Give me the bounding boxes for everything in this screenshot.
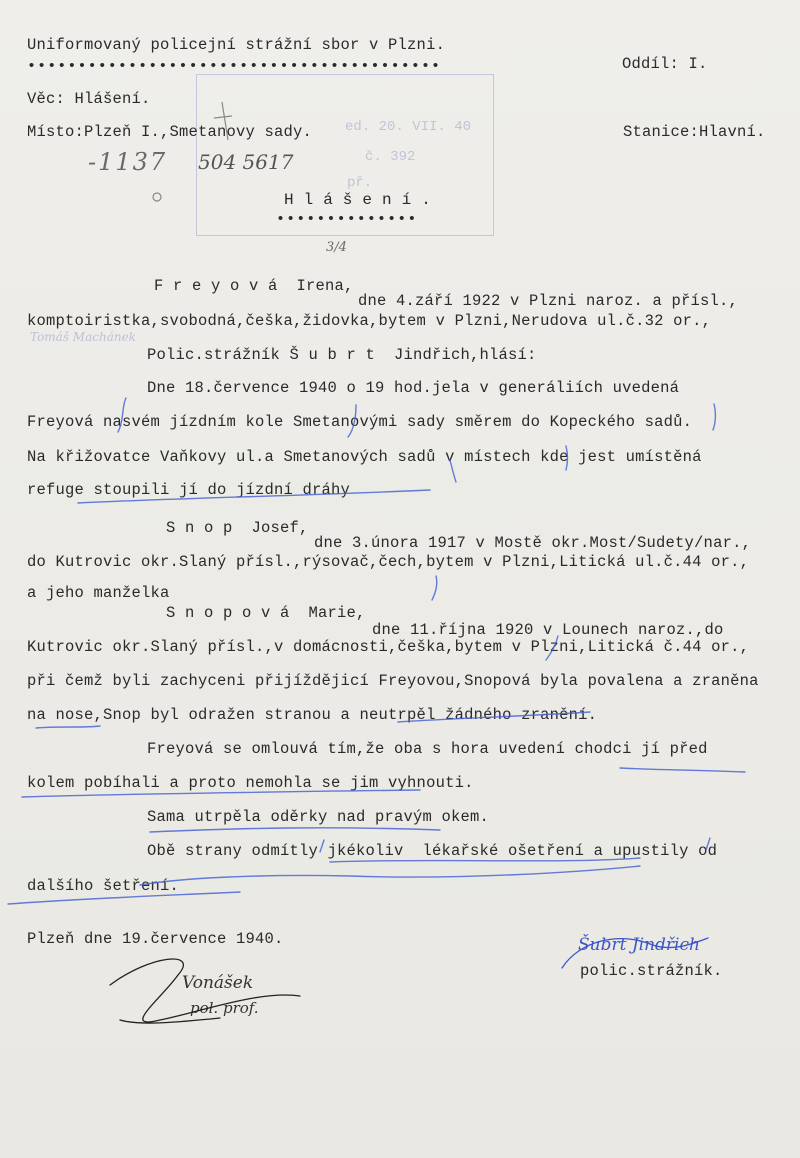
body-line-8: refuge stoupili jí do jízdní dráhy [27,481,351,499]
body-line-13: S n o p o v á Marie, [166,604,366,622]
stamp-note: př. [347,175,373,191]
body-line-2: dne 4.září 1922 v Plzni naroz. a přísl., [358,292,739,310]
body-line-12: a jeho manželka [27,584,170,602]
body-line-5: Dne 18.července 1940 o 19 hod.jela v generáliích uvedená [147,379,680,397]
body-line-20: Sama utrpěla oděrky nad pravým okem. [147,808,490,826]
body-line-15: Kutrovic okr.Slaný přísl.,v domácnosti,češka,bytem v Plzni,Litická č.44 or., [27,638,750,656]
location: Místo:Plzeň I.,Smetanovy sady. [27,123,313,141]
body-line-21: Obě strany odmítly jkékoliv lékařské ošetření a upustily od [147,842,718,860]
org-underline-dots: ••••••••••••••••••••••••••••••••••••••••• [27,58,442,75]
body-line-10: dne 3.února 1917 v Mostě okr.Most/Sudety/nar., [314,534,752,552]
title-underline-dots: •••••••••••••• [276,211,418,228]
body-line-3: komptoiristka,svobodná,češka,židovka,bytem v Plzni,Nerudova ul.č.32 or., [27,312,712,330]
signer-role: polic.strážník. [580,962,723,980]
body-line-19: kolem pobíhali a proto nemohla se jim vyhnouti. [27,774,474,792]
body-line-16: při čemž byli zachyceni přijíždějicí Freyovou,Snopová byla povalena a zraněna [27,672,759,690]
stamp-date: ed. 20. VII. 40 [345,119,472,135]
body-line-14: dne 11.října 1920 v Lounech naroz.,do [372,621,724,639]
body-line-9: S n o p Josef, [166,519,309,537]
body-line-11: do Kutrovic okr.Slaný přísl.,rýsovač,čech,bytem v Plzni,Litická ul.č.44 or., [27,553,750,571]
body-line-17: na nose,Snop byl odražen stranou a neutrpěl žádného zranění. [27,706,598,724]
faint-pencil-note: Tomáš Machánek [30,330,136,344]
pencil-file-number-2: 504 5617 [198,150,294,174]
pencil-file-number: -1137 [88,148,168,176]
subject: Věc: Hlášení. [27,90,151,108]
body-line-6: Freyová nasvém jízdním kole Smetanovými sady směrem do Kopeckého sadů. [27,413,693,431]
body-line-18: Freyová se omlouvá tím,že oba s hora uvedení chodci jí před [147,740,708,758]
body-line-22: dalšího šetření. [27,877,180,895]
body-line-1: F r e y o v á Irena, [154,277,354,295]
stamp-number: č. 392 [365,149,416,165]
signature-left-title: pol. prof. [190,999,259,1017]
department: Oddíl: I. [622,55,708,73]
pencil-mark: 3/4 [326,240,347,255]
org-name: Uniformovaný policejní strážní sbor v Plzni. [27,36,446,54]
report-date: Plzeň dne 19.července 1940. [27,930,284,948]
document-title: H l á š e n í . [284,191,432,209]
signature-left: Vonášek [182,973,254,993]
station: Stanice:Hlavní. [623,123,766,141]
body-line-4: Polic.strážník Š u b r t Jindřich,hlásí: [147,346,537,364]
body-line-7: Na křižovatce Vaňkovy ul.a Smetanových sadů v místech kde jest umístěná [27,448,702,466]
signature-right: Šubrt Jindřich [578,935,700,955]
